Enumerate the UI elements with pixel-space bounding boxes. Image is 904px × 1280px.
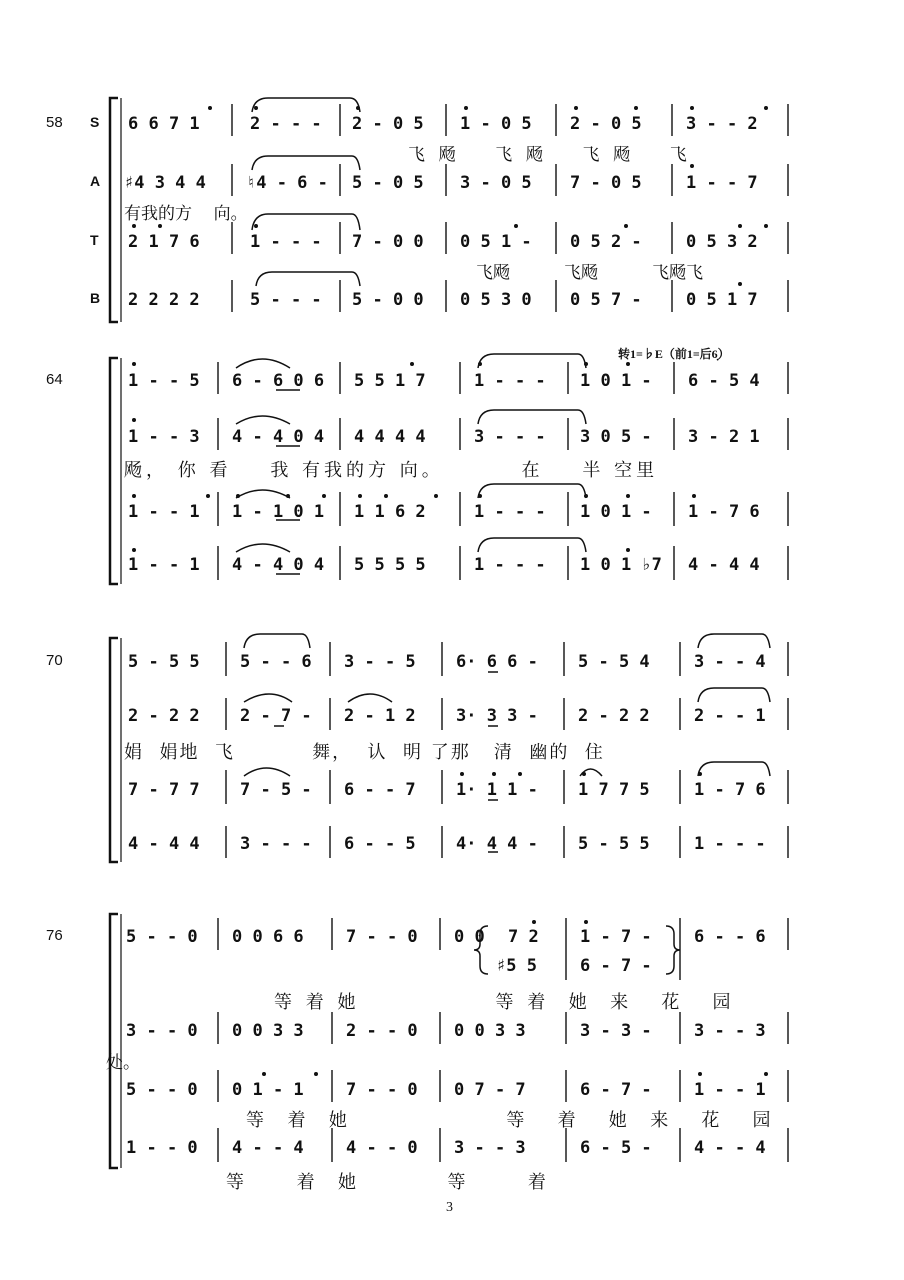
measure: 5 - - 0 (126, 1080, 198, 1100)
measure: 1 - - - (694, 834, 766, 854)
measure: 1 - - 1 (128, 555, 200, 575)
measure: 5 - 0 5 (352, 173, 424, 193)
measure: 5 5 1 7 (354, 371, 426, 391)
measure: 1 - 0 5 (460, 114, 532, 134)
measure: 3 - - 3 (694, 1021, 766, 1041)
system-number: 58 (46, 114, 63, 131)
measure: 2 1 7 6 (128, 232, 200, 252)
measure: 1 - - 7 (686, 173, 758, 193)
measure: 0 5 3 0 (460, 290, 532, 310)
key-change-marking: 转1=♭E（前1=后6̣） (618, 347, 730, 361)
measure: 0 0 (454, 927, 485, 947)
measure: 3 - - 5 (344, 652, 416, 672)
measure: 5 - 5 5 (128, 652, 200, 672)
measure: 1 1 6 2 (354, 502, 426, 522)
measure: ♮4 - 6 - (246, 173, 328, 193)
measure: 1 - - - (474, 555, 546, 575)
measure: ♯4 3 4 4 (124, 173, 206, 193)
measure: 1 0 1 - (580, 371, 652, 391)
measure: 6· 6 6 - (456, 652, 538, 672)
measure: 4· 4 4 - (456, 834, 538, 854)
measure: 1 - 7 - (580, 927, 652, 947)
measure: 1 - 1 0 1 (232, 502, 325, 522)
voice-label-bass: B (90, 290, 101, 306)
measure: 7 - 5 - (240, 780, 312, 800)
measure: 3 - 2 1 (688, 427, 760, 447)
lyric-line: 飞飏 飞飏 飞飏飞 (476, 263, 704, 283)
measure: 0 1 - 1 (232, 1080, 304, 1100)
measure: 4 - - 0 (346, 1138, 418, 1158)
voice-label-alto: A (90, 173, 101, 189)
lyric-line: 有我的方 向。 (124, 204, 248, 224)
measure: 1 7 7 5 (578, 780, 650, 800)
measure: 6 - 5 - (580, 1138, 652, 1158)
measure: 2 - 0 5 (570, 114, 642, 134)
measure: 3 - - 2 (686, 114, 758, 134)
measure: 1 - - 3 (128, 427, 200, 447)
measure: 4 - - 4 (694, 1138, 766, 1158)
measure: 2 - - - (250, 114, 322, 134)
measure: 6 - 6 0 6 (232, 371, 325, 391)
measure: 7 - - 0 (346, 927, 418, 947)
measure: 7 - 0 5 (570, 173, 642, 193)
measure: 6 6 7 1 (128, 114, 200, 134)
measure: 5 - 5 4 (578, 652, 650, 672)
measure: ♯5 5 (496, 956, 537, 976)
measure: 0 0 6 6 (232, 927, 304, 947)
measure: 1 - - 1 (128, 502, 200, 522)
measure: 3 - 3 - (580, 1021, 652, 1041)
measure: 5 - 5 5 (578, 834, 650, 854)
system-number: 70 (46, 652, 63, 669)
measure: 6 - - 6 (694, 927, 766, 947)
measure: 0 0 3 3 (454, 1021, 526, 1041)
measure: 3 - - 4 (694, 652, 766, 672)
measure: 4 - 4 0 4 (232, 427, 325, 447)
lyric-line: 处。 (106, 1053, 140, 1073)
measure: 4 4 4 4 (354, 427, 426, 447)
measure: 6 - - 5 (344, 834, 416, 854)
measure: 0 5 7 - (570, 290, 642, 310)
measure: 2 - 1 2 (344, 706, 416, 726)
measure: 4 - 4 4 (688, 555, 760, 575)
measure: 1 - 7 6 (688, 502, 760, 522)
measure: 2 - 2 2 (128, 706, 200, 726)
measure: 5 - - - (250, 290, 322, 310)
system-number: 76 (46, 927, 63, 944)
measure: 7 - - 0 (346, 1080, 418, 1100)
lyric-line: 娟 娟地 飞 舞， 认 明 了那 清 幽的 住 (124, 742, 605, 763)
lyric-line: 等 着 她 等 着 (226, 1172, 550, 1193)
measure: 7 - 0 0 (352, 232, 424, 252)
measure: 6 - 7 - (580, 1080, 652, 1100)
measure: 6 - - 7 (344, 780, 416, 800)
measure: 2 2 2 2 (128, 290, 200, 310)
measure: 1 - - 0 (126, 1138, 198, 1158)
measure: 5 5 5 5 (354, 555, 426, 575)
measure: 7 2 (508, 927, 539, 947)
measure: 0 0 3 3 (232, 1021, 304, 1041)
measure: 3 - - - (474, 427, 546, 447)
measure: 0 5 1 - (460, 232, 532, 252)
measure: 6 - 5 4 (688, 371, 760, 391)
measure: 3· 3 3 - (456, 706, 538, 726)
measure: 2 - - 0 (346, 1021, 418, 1041)
page-number: 3 (446, 1200, 453, 1215)
lyric-line: 飏， 你 看 我 有我的方 向。 在 半 空里 (124, 460, 659, 481)
measure: 2 - 7 - (240, 706, 312, 726)
measure: 5 - 0 0 (352, 290, 424, 310)
measure: 2 - 0 5 (352, 114, 424, 134)
measure: 3 - - - (240, 834, 312, 854)
measure: 1 0 1 - (580, 502, 652, 522)
voice-label-tenor: T (90, 232, 99, 248)
system-number: 64 (46, 371, 63, 388)
lyric-line: 飞 飏 飞 飏 飞 飏 飞 (408, 145, 688, 165)
measure: 6 - 7 - (580, 956, 652, 976)
measure: 1 - - 1 (694, 1080, 766, 1100)
measure: 1 - 7 6 (694, 780, 766, 800)
measure: 4 - - 4 (232, 1138, 304, 1158)
measure: 5 - - 0 (126, 927, 198, 947)
measure: 2 - - 1 (694, 706, 766, 726)
measure: 0 5 2 - (570, 232, 642, 252)
measure: 4 - 4 4 (128, 834, 200, 854)
measure: 0 7 - 7 (454, 1080, 526, 1100)
measure: 1· 1 1 - (456, 780, 538, 800)
voice-label-soprano: S (90, 114, 100, 130)
lyric-line: 等 着 她 等 着 她 来 花 园 (274, 992, 735, 1013)
measure: 3 - 0 5 (460, 173, 532, 193)
lyric-line: 等 着 她 等 着 她 来 花 园 (246, 1110, 775, 1131)
measure: 1 0 1 ♭7 (580, 555, 662, 575)
measure: 1 - - - (474, 502, 546, 522)
measure: 5 - - 6 (240, 652, 312, 672)
measure: 0 5 1 7 (686, 290, 758, 310)
measure: 2 - 2 2 (578, 706, 650, 726)
measure: 3 - - 0 (126, 1021, 198, 1041)
measure: 4 - 4 0 4 (232, 555, 325, 575)
measure: 7 - 7 7 (128, 780, 200, 800)
measure: 3 0 5 - (580, 427, 652, 447)
measure: 1 - - 5 (128, 371, 200, 391)
measure: 1 - - - (250, 232, 322, 252)
measure: 1 - - - (474, 371, 546, 391)
measure: 0 5 3 2 (686, 232, 758, 252)
measure: 3 - - 3 (454, 1138, 526, 1158)
